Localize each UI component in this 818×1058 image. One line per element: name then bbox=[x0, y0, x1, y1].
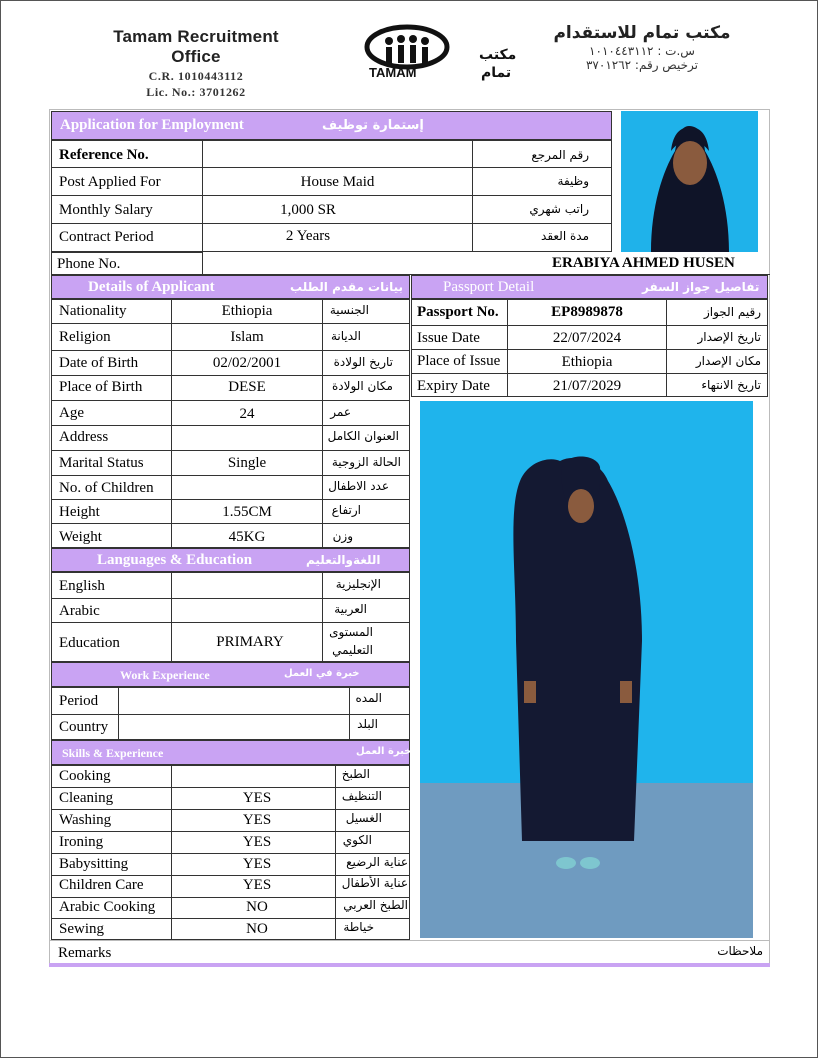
education-label: Education bbox=[59, 635, 120, 651]
place-of-issue-value: Ethiopia bbox=[561, 354, 613, 370]
height-label: Height bbox=[59, 504, 100, 520]
sewing-label: Sewing bbox=[59, 921, 104, 937]
age-label: Age bbox=[59, 405, 84, 421]
issue-date-value: 22/07/2024 bbox=[552, 330, 622, 346]
arabic-ar: العربية bbox=[334, 602, 367, 616]
marital-status-ar: الحالة الزوجية bbox=[331, 455, 401, 469]
marital-status-value: Single bbox=[227, 455, 267, 471]
applicant-full-photo bbox=[420, 401, 753, 938]
address-ar: العنوان الكامل bbox=[327, 429, 399, 443]
weight-value: 45KG bbox=[228, 529, 266, 545]
cleaning-value: YES bbox=[242, 790, 272, 806]
washing-ar: الغسيل bbox=[345, 811, 382, 825]
contract-period-value: 2 Years bbox=[285, 228, 331, 244]
height-value: 1.55CM bbox=[222, 504, 272, 520]
children-care-ar: عناية الأطفال bbox=[341, 876, 408, 890]
age-value: 24 bbox=[239, 406, 255, 422]
languages-header bbox=[51, 548, 410, 572]
license-number-ar: ترخيص رقم: ٣٧٠١٢٦٢ bbox=[585, 58, 698, 72]
reference-no-ar: رقم المرجع bbox=[531, 148, 589, 162]
commercial-registration-ar: س.ت : ١٠١٠٤٤٣١١٢ bbox=[589, 44, 695, 58]
passport-no-ar: رقيم الجواز bbox=[703, 305, 761, 319]
english-label: English bbox=[59, 578, 105, 594]
post-applied-label: Post Applied For bbox=[59, 174, 161, 190]
sewing-ar: خياطة bbox=[343, 920, 374, 934]
passport-title-en: Passport Detail bbox=[443, 279, 535, 295]
no-of-children-label: No. of Children bbox=[59, 480, 154, 496]
skills-title-en: Skills & Experience bbox=[62, 746, 164, 760]
english-ar: الإنجليزية bbox=[335, 577, 381, 591]
nationality-value: Ethiopia bbox=[221, 303, 273, 319]
arabic-cooking-value: NO bbox=[246, 899, 268, 915]
children-care-label: Children Care bbox=[59, 877, 144, 893]
applicant-portrait-photo bbox=[621, 111, 758, 252]
place-of-birth-ar: مكان الولادة bbox=[331, 379, 393, 393]
work-title-en: Work Experience bbox=[120, 668, 210, 682]
ironing-value: YES bbox=[242, 834, 272, 850]
height-ar: ارتفاع bbox=[331, 503, 361, 517]
period-ar: المده bbox=[355, 691, 382, 705]
sewing-value: NO bbox=[246, 921, 268, 937]
education-value: PRIMARY bbox=[216, 634, 284, 650]
babysitting-label: Babysitting bbox=[59, 856, 129, 872]
monthly-salary-ar: راتب شهري bbox=[529, 202, 589, 216]
office-name-ar: مكتب تمام للاستقدام bbox=[553, 23, 731, 43]
monthly-salary-value: 1,000 SR bbox=[280, 202, 336, 218]
cooking-ar: الطبخ bbox=[341, 767, 370, 781]
arabic-cooking-ar: الطبخ العربي bbox=[343, 898, 408, 912]
cooking-label: Cooking bbox=[59, 768, 111, 784]
arabic-cooking-label: Arabic Cooking bbox=[59, 899, 156, 915]
contract-period-ar: مدة العقد bbox=[541, 229, 589, 243]
tamam-logo bbox=[361, 23, 517, 81]
details-title-en: Details of Applicant bbox=[88, 279, 215, 295]
address-label: Address bbox=[59, 429, 109, 445]
phone-label: Phone No. bbox=[57, 256, 121, 272]
washing-label: Washing bbox=[59, 812, 112, 828]
date-of-birth-ar: تاريخ الولادة bbox=[333, 355, 393, 369]
monthly-salary-label: Monthly Salary bbox=[59, 202, 153, 218]
date-of-birth-value: 02/02/2001 bbox=[212, 355, 282, 371]
washing-value: YES bbox=[242, 812, 272, 828]
place-of-issue-label: Place of Issue bbox=[417, 353, 501, 369]
nationality-label: Nationality bbox=[59, 303, 127, 319]
education-ar-line1: المستوى bbox=[329, 625, 373, 639]
nationality-ar: الجنسية bbox=[329, 303, 369, 317]
marital-status-label: Marital Status bbox=[59, 455, 144, 471]
commercial-registration: C.R. 1010443112 bbox=[148, 69, 244, 83]
contract-period-label: Contract Period bbox=[59, 229, 154, 245]
expiry-date-ar: تاريخ الانتهاء bbox=[701, 378, 761, 392]
skills-title-ar: خبرة العمل bbox=[356, 746, 412, 757]
religion-ar: الديانة bbox=[330, 329, 361, 343]
country-label: Country bbox=[59, 719, 109, 735]
expiry-date-value: 21/07/2029 bbox=[552, 378, 622, 394]
languages-title-ar: اللغةوالتعليم bbox=[306, 553, 381, 567]
place-of-birth-value: DESE bbox=[228, 379, 266, 395]
reference-no-label: Reference No. bbox=[59, 147, 149, 163]
children-care-value: YES bbox=[242, 877, 272, 893]
country-ar: البلد bbox=[357, 717, 378, 731]
place-of-issue-ar: مكان الإصدار bbox=[695, 354, 761, 368]
religion-value: Islam bbox=[230, 329, 264, 345]
remarks-label: Remarks bbox=[58, 945, 112, 961]
passport-title-ar: تفاصيل جواز السفر bbox=[642, 280, 760, 294]
cleaning-label: Cleaning bbox=[59, 790, 114, 806]
license-number: Lic. No.: 3701262 bbox=[146, 85, 246, 99]
arabic-label: Arabic bbox=[59, 603, 100, 619]
header-english bbox=[93, 27, 299, 100]
application-header bbox=[51, 111, 612, 140]
passport-no-value: EP8989878 bbox=[551, 304, 623, 320]
work-experience-header bbox=[51, 662, 410, 687]
skills-header bbox=[51, 740, 410, 765]
details-title-ar: بيانات مقدم الطلب bbox=[290, 280, 404, 294]
ironing-ar: الكوي bbox=[342, 833, 372, 847]
languages-title-en: Languages & Education bbox=[97, 552, 253, 568]
ironing-label: Ironing bbox=[59, 834, 104, 850]
no-of-children-ar: عدد الاطفال bbox=[328, 479, 389, 493]
logo-text-ar-top: مكتب bbox=[479, 47, 517, 63]
place-of-birth-label: Place of Birth bbox=[59, 379, 143, 395]
post-applied-value: House Maid bbox=[300, 174, 375, 190]
religion-label: Religion bbox=[59, 329, 111, 345]
issue-date-ar: تاريخ الإصدار bbox=[697, 330, 761, 344]
header-arabic bbox=[537, 23, 747, 72]
remarks-ar: ملاحظات bbox=[717, 944, 763, 958]
applicant-name: ERABIYA AHMED HUSEN bbox=[552, 255, 735, 271]
application-title-ar: إستمارة توظيف bbox=[322, 118, 424, 133]
application-title-en: Application for Employment bbox=[60, 117, 244, 133]
babysitting-value: YES bbox=[242, 856, 272, 872]
cleaning-ar: التنظيف bbox=[341, 789, 382, 803]
expiry-date-label: Expiry Date bbox=[417, 378, 490, 394]
logo-text-ar-mid: تمام bbox=[481, 65, 512, 81]
education-ar-line2: التعليمي bbox=[332, 643, 373, 657]
passport-no-label: Passport No. bbox=[417, 304, 499, 320]
date-of-birth-label: Date of Birth bbox=[59, 355, 139, 371]
babysitting-ar: عناية الرضيع bbox=[346, 855, 408, 869]
post-applied-ar: وظيفة bbox=[557, 174, 589, 188]
weight-ar: وزن bbox=[332, 529, 353, 543]
issue-date-label: Issue Date bbox=[417, 330, 480, 346]
weight-label: Weight bbox=[59, 529, 102, 545]
remarks-bottom-bar bbox=[49, 963, 770, 967]
passport-header bbox=[411, 275, 768, 299]
logo-text-en: TAMAM bbox=[369, 65, 417, 80]
period-label: Period bbox=[59, 693, 99, 709]
work-title-ar: خبرة في العمل bbox=[284, 668, 360, 679]
age-ar: عمر bbox=[330, 405, 351, 419]
office-name-en: Tamam Recruitment Office bbox=[113, 27, 279, 66]
details-header bbox=[51, 275, 410, 299]
